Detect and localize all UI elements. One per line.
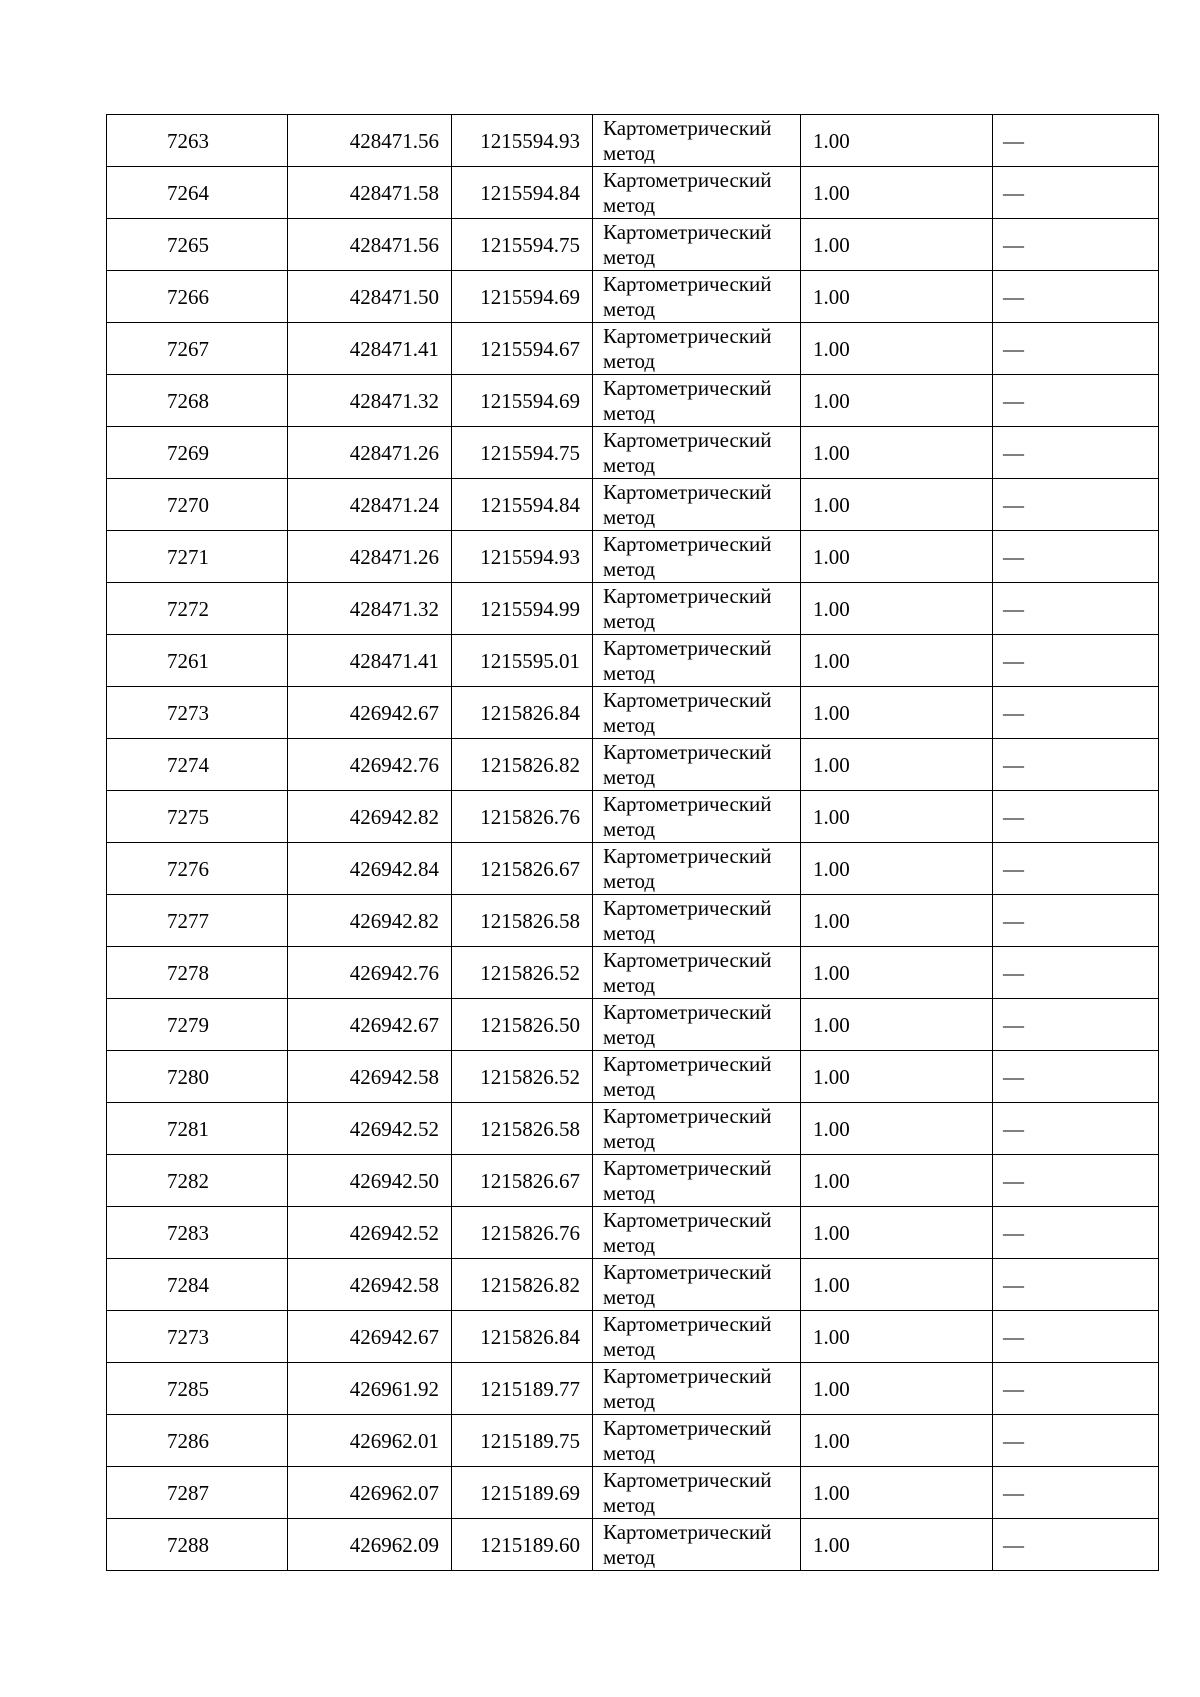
accuracy-cell: 1.00 <box>801 1259 993 1311</box>
point-number-cell: 7284 <box>107 1259 288 1311</box>
point-number-cell: 7281 <box>107 1103 288 1155</box>
y-coordinate-cell: 1215826.52 <box>452 947 593 999</box>
table-row <box>107 687 1159 739</box>
note-cell: — <box>993 375 1159 427</box>
point-number-cell: 7285 <box>107 1363 288 1415</box>
method-line-1: Картометрический <box>603 531 772 556</box>
method-line-1: Картометрический <box>603 843 772 868</box>
y-coordinate-cell: 1215826.58 <box>452 895 593 947</box>
method-line-2: метод <box>603 764 656 789</box>
y-coordinate-cell: 1215594.84 <box>452 167 593 219</box>
x-coordinate-cell: 426962.09 <box>288 1519 452 1571</box>
method-cell <box>593 1051 801 1103</box>
x-coordinate-cell: 428471.56 <box>288 115 452 167</box>
method-cell <box>593 999 801 1051</box>
method-cell <box>593 1311 801 1363</box>
accuracy-cell: 1.00 <box>801 1519 993 1571</box>
table-row <box>107 375 1159 427</box>
method-line-2: метод <box>603 1232 656 1257</box>
x-coordinate-cell: 426942.84 <box>288 843 452 895</box>
y-coordinate-cell: 1215594.99 <box>452 583 593 635</box>
method-line-1: Картометрический <box>603 1363 772 1388</box>
x-coordinate-cell: 426942.52 <box>288 1207 452 1259</box>
method-line-2: метод <box>603 244 656 269</box>
accuracy-cell: 1.00 <box>801 1311 993 1363</box>
accuracy-cell: 1.00 <box>801 739 993 791</box>
method-line-1: Картометрический <box>603 583 772 608</box>
accuracy-cell: 1.00 <box>801 115 993 167</box>
y-coordinate-cell: 1215826.82 <box>452 1259 593 1311</box>
note-cell: — <box>993 531 1159 583</box>
method-line-2: метод <box>603 608 656 633</box>
method-cell <box>593 1207 801 1259</box>
point-number-cell: 7271 <box>107 531 288 583</box>
x-coordinate-cell: 428471.56 <box>288 219 452 271</box>
point-number-cell: 7273 <box>107 687 288 739</box>
document-page <box>106 114 1158 1571</box>
method-cell <box>593 791 801 843</box>
method-line-1: Картометрический <box>603 323 772 348</box>
method-cell <box>593 115 801 167</box>
table-row <box>107 271 1159 323</box>
method-cell <box>593 1103 801 1155</box>
accuracy-cell: 1.00 <box>801 375 993 427</box>
y-coordinate-cell: 1215826.76 <box>452 1207 593 1259</box>
note-cell: — <box>993 219 1159 271</box>
y-coordinate-cell: 1215595.01 <box>452 635 593 687</box>
method-line-2: метод <box>603 1180 656 1205</box>
accuracy-cell: 1.00 <box>801 167 993 219</box>
table-row <box>107 739 1159 791</box>
table-row <box>107 323 1159 375</box>
method-line-1: Картометрический <box>603 427 772 452</box>
note-cell: — <box>993 1259 1159 1311</box>
x-coordinate-cell: 426942.50 <box>288 1155 452 1207</box>
method-line-1: Картометрический <box>603 271 772 296</box>
y-coordinate-cell: 1215594.67 <box>452 323 593 375</box>
method-line-1: Картометрический <box>603 115 772 140</box>
method-line-1: Картометрический <box>603 739 772 764</box>
method-cell <box>593 219 801 271</box>
point-number-cell: 7283 <box>107 1207 288 1259</box>
method-line-1: Картометрический <box>603 1259 772 1284</box>
y-coordinate-cell: 1215826.76 <box>452 791 593 843</box>
note-cell: — <box>993 895 1159 947</box>
accuracy-cell: 1.00 <box>801 1363 993 1415</box>
method-line-2: метод <box>603 1492 656 1517</box>
y-coordinate-cell: 1215826.58 <box>452 1103 593 1155</box>
accuracy-cell: 1.00 <box>801 791 993 843</box>
method-line-1: Картометрический <box>603 791 772 816</box>
table-body <box>107 115 1159 1571</box>
table-row <box>107 1207 1159 1259</box>
x-coordinate-cell: 426962.07 <box>288 1467 452 1519</box>
method-line-2: метод <box>603 1128 656 1153</box>
method-line-2: метод <box>603 920 656 945</box>
method-line-1: Картометрический <box>603 635 772 660</box>
note-cell: — <box>993 271 1159 323</box>
y-coordinate-cell: 1215826.82 <box>452 739 593 791</box>
table-row <box>107 791 1159 843</box>
accuracy-cell: 1.00 <box>801 1103 993 1155</box>
note-cell: — <box>993 843 1159 895</box>
accuracy-cell: 1.00 <box>801 323 993 375</box>
method-line-1: Картометрический <box>603 1051 772 1076</box>
point-number-cell: 7279 <box>107 999 288 1051</box>
method-cell <box>593 167 801 219</box>
accuracy-cell: 1.00 <box>801 271 993 323</box>
x-coordinate-cell: 426942.76 <box>288 947 452 999</box>
method-line-1: Картометрический <box>603 479 772 504</box>
x-coordinate-cell: 428471.50 <box>288 271 452 323</box>
x-coordinate-cell: 426942.82 <box>288 791 452 843</box>
x-coordinate-cell: 426962.01 <box>288 1415 452 1467</box>
method-line-1: Картометрический <box>603 167 772 192</box>
method-line-1: Картометрический <box>603 1155 772 1180</box>
accuracy-cell: 1.00 <box>801 1467 993 1519</box>
y-coordinate-cell: 1215826.84 <box>452 1311 593 1363</box>
note-cell: — <box>993 999 1159 1051</box>
note-cell: — <box>993 167 1159 219</box>
y-coordinate-cell: 1215189.77 <box>452 1363 593 1415</box>
y-coordinate-cell: 1215189.69 <box>452 1467 593 1519</box>
table-row <box>107 531 1159 583</box>
method-cell <box>593 1415 801 1467</box>
x-coordinate-cell: 426942.67 <box>288 687 452 739</box>
point-number-cell: 7268 <box>107 375 288 427</box>
table-row <box>107 1467 1159 1519</box>
x-coordinate-cell: 426942.67 <box>288 1311 452 1363</box>
method-line-1: Картометрический <box>603 947 772 972</box>
method-line-2: метод <box>603 1284 656 1309</box>
method-line-2: метод <box>603 556 656 581</box>
note-cell: — <box>993 1467 1159 1519</box>
accuracy-cell: 1.00 <box>801 843 993 895</box>
coordinates-table <box>106 114 1159 1571</box>
y-coordinate-cell: 1215826.67 <box>452 843 593 895</box>
method-cell <box>593 427 801 479</box>
method-cell <box>593 531 801 583</box>
table-row <box>107 843 1159 895</box>
point-number-cell: 7261 <box>107 635 288 687</box>
point-number-cell: 7286 <box>107 1415 288 1467</box>
method-line-2: метод <box>603 816 656 841</box>
accuracy-cell: 1.00 <box>801 479 993 531</box>
method-line-2: метод <box>603 660 656 685</box>
y-coordinate-cell: 1215594.75 <box>452 219 593 271</box>
table-row <box>107 115 1159 167</box>
accuracy-cell: 1.00 <box>801 999 993 1051</box>
method-line-1: Картометрический <box>603 1519 772 1544</box>
method-cell <box>593 1467 801 1519</box>
table-row <box>107 167 1159 219</box>
method-line-1: Картометрический <box>603 999 772 1024</box>
method-cell <box>593 947 801 999</box>
note-cell: — <box>993 115 1159 167</box>
table-row <box>107 1155 1159 1207</box>
point-number-cell: 7276 <box>107 843 288 895</box>
method-cell <box>593 1155 801 1207</box>
x-coordinate-cell: 426942.82 <box>288 895 452 947</box>
y-coordinate-cell: 1215826.84 <box>452 687 593 739</box>
method-line-2: метод <box>603 868 656 893</box>
note-cell: — <box>993 791 1159 843</box>
accuracy-cell: 1.00 <box>801 1155 993 1207</box>
method-cell <box>593 271 801 323</box>
method-line-2: метод <box>603 1388 656 1413</box>
method-line-1: Картометрический <box>603 219 772 244</box>
method-line-2: метод <box>603 400 656 425</box>
table-row <box>107 1415 1159 1467</box>
y-coordinate-cell: 1215826.50 <box>452 999 593 1051</box>
accuracy-cell: 1.00 <box>801 1207 993 1259</box>
method-cell <box>593 895 801 947</box>
y-coordinate-cell: 1215189.60 <box>452 1519 593 1571</box>
method-line-2: метод <box>603 296 656 321</box>
point-number-cell: 7272 <box>107 583 288 635</box>
method-cell <box>593 739 801 791</box>
y-coordinate-cell: 1215594.69 <box>452 375 593 427</box>
accuracy-cell: 1.00 <box>801 427 993 479</box>
accuracy-cell: 1.00 <box>801 583 993 635</box>
accuracy-cell: 1.00 <box>801 635 993 687</box>
method-line-2: метод <box>603 452 656 477</box>
note-cell: — <box>993 1207 1159 1259</box>
method-cell <box>593 323 801 375</box>
note-cell: — <box>993 1363 1159 1415</box>
method-line-1: Картометрический <box>603 1207 772 1232</box>
method-cell <box>593 479 801 531</box>
method-cell <box>593 687 801 739</box>
y-coordinate-cell: 1215189.75 <box>452 1415 593 1467</box>
note-cell: — <box>993 739 1159 791</box>
x-coordinate-cell: 426942.52 <box>288 1103 452 1155</box>
method-cell <box>593 635 801 687</box>
method-line-1: Картометрический <box>603 895 772 920</box>
accuracy-cell: 1.00 <box>801 947 993 999</box>
x-coordinate-cell: 428471.24 <box>288 479 452 531</box>
accuracy-cell: 1.00 <box>801 1415 993 1467</box>
x-coordinate-cell: 426961.92 <box>288 1363 452 1415</box>
method-line-1: Картометрический <box>603 1415 772 1440</box>
x-coordinate-cell: 426942.67 <box>288 999 452 1051</box>
method-cell <box>593 1519 801 1571</box>
method-line-2: метод <box>603 504 656 529</box>
point-number-cell: 7288 <box>107 1519 288 1571</box>
point-number-cell: 7287 <box>107 1467 288 1519</box>
table-row <box>107 1051 1159 1103</box>
y-coordinate-cell: 1215594.93 <box>452 531 593 583</box>
method-line-1: Картометрический <box>603 687 772 712</box>
method-line-2: метод <box>603 140 656 165</box>
method-line-2: метод <box>603 348 656 373</box>
note-cell: — <box>993 479 1159 531</box>
x-coordinate-cell: 428471.41 <box>288 635 452 687</box>
table-row <box>107 219 1159 271</box>
method-line-1: Картометрический <box>603 375 772 400</box>
table-row <box>107 895 1159 947</box>
table-row <box>107 1311 1159 1363</box>
point-number-cell: 7275 <box>107 791 288 843</box>
y-coordinate-cell: 1215594.93 <box>452 115 593 167</box>
table-row <box>107 947 1159 999</box>
method-line-2: метод <box>603 1440 656 1465</box>
method-line-2: метод <box>603 712 656 737</box>
point-number-cell: 7273 <box>107 1311 288 1363</box>
point-number-cell: 7263 <box>107 115 288 167</box>
accuracy-cell: 1.00 <box>801 219 993 271</box>
y-coordinate-cell: 1215594.84 <box>452 479 593 531</box>
note-cell: — <box>993 1103 1159 1155</box>
point-number-cell: 7269 <box>107 427 288 479</box>
note-cell: — <box>993 947 1159 999</box>
note-cell: — <box>993 1155 1159 1207</box>
table-row <box>107 999 1159 1051</box>
note-cell: — <box>993 427 1159 479</box>
point-number-cell: 7277 <box>107 895 288 947</box>
method-line-1: Картометрический <box>603 1467 772 1492</box>
x-coordinate-cell: 428471.32 <box>288 583 452 635</box>
point-number-cell: 7278 <box>107 947 288 999</box>
note-cell: — <box>993 635 1159 687</box>
y-coordinate-cell: 1215594.75 <box>452 427 593 479</box>
note-cell: — <box>993 1519 1159 1571</box>
point-number-cell: 7267 <box>107 323 288 375</box>
y-coordinate-cell: 1215826.67 <box>452 1155 593 1207</box>
method-cell <box>593 1259 801 1311</box>
table-row <box>107 479 1159 531</box>
note-cell: — <box>993 1051 1159 1103</box>
table-row <box>107 427 1159 479</box>
point-number-cell: 7264 <box>107 167 288 219</box>
method-line-2: метод <box>603 1544 656 1569</box>
x-coordinate-cell: 426942.58 <box>288 1051 452 1103</box>
note-cell: — <box>993 687 1159 739</box>
y-coordinate-cell: 1215594.69 <box>452 271 593 323</box>
method-line-1: Картометрический <box>603 1311 772 1336</box>
method-cell <box>593 375 801 427</box>
x-coordinate-cell: 426942.76 <box>288 739 452 791</box>
method-cell <box>593 1363 801 1415</box>
method-line-2: метод <box>603 1076 656 1101</box>
accuracy-cell: 1.00 <box>801 531 993 583</box>
method-line-2: метод <box>603 972 656 997</box>
note-cell: — <box>993 583 1159 635</box>
y-coordinate-cell: 1215826.52 <box>452 1051 593 1103</box>
table-row <box>107 1519 1159 1571</box>
method-line-1: Картометрический <box>603 1103 772 1128</box>
method-line-2: метод <box>603 1336 656 1361</box>
point-number-cell: 7280 <box>107 1051 288 1103</box>
x-coordinate-cell: 428471.26 <box>288 531 452 583</box>
note-cell: — <box>993 323 1159 375</box>
table-row <box>107 1259 1159 1311</box>
method-line-2: метод <box>603 1024 656 1049</box>
point-number-cell: 7282 <box>107 1155 288 1207</box>
table-row <box>107 583 1159 635</box>
note-cell: — <box>993 1311 1159 1363</box>
x-coordinate-cell: 428471.32 <box>288 375 452 427</box>
x-coordinate-cell: 426942.58 <box>288 1259 452 1311</box>
table-row <box>107 1103 1159 1155</box>
point-number-cell: 7270 <box>107 479 288 531</box>
point-number-cell: 7274 <box>107 739 288 791</box>
point-number-cell: 7266 <box>107 271 288 323</box>
method-line-2: метод <box>603 192 656 217</box>
table-row <box>107 635 1159 687</box>
point-number-cell: 7265 <box>107 219 288 271</box>
accuracy-cell: 1.00 <box>801 1051 993 1103</box>
x-coordinate-cell: 428471.58 <box>288 167 452 219</box>
method-cell <box>593 843 801 895</box>
method-cell <box>593 583 801 635</box>
table-row <box>107 1363 1159 1415</box>
accuracy-cell: 1.00 <box>801 895 993 947</box>
x-coordinate-cell: 428471.41 <box>288 323 452 375</box>
note-cell: — <box>993 1415 1159 1467</box>
x-coordinate-cell: 428471.26 <box>288 427 452 479</box>
accuracy-cell: 1.00 <box>801 687 993 739</box>
